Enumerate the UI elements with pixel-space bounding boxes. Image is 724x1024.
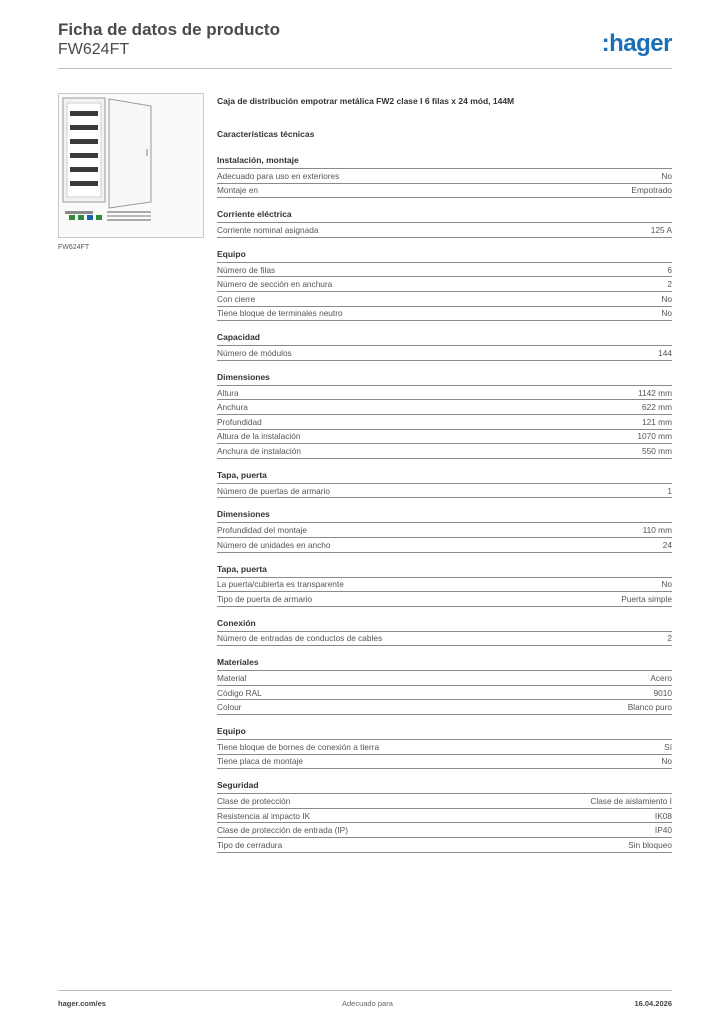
spec-value: No [661,579,672,590]
spec-row [217,277,672,292]
spec-label: Profundidad [217,416,262,427]
spec-value: No [661,308,672,319]
spec-value: 1142 mm [638,387,672,398]
spec-value: 2 [667,279,672,290]
spec-row [217,400,672,415]
spec-row [217,169,672,184]
spec-row [217,538,672,553]
spec-row [217,740,672,755]
spec-group [217,207,672,238]
spec-value: 121 mm [642,416,672,427]
spec-value: 125 A [650,224,672,235]
spec-group-title: Corriente eléctrica [217,207,672,223]
spec-row [217,578,672,593]
spec-row [217,632,672,647]
spec-label: Con cierre [217,293,256,304]
spec-group [217,655,672,715]
spec-group [217,507,672,552]
spec-group-title: Instalación, montaje [217,153,672,169]
spec-value: 550 mm [642,445,672,456]
header-divider [58,68,672,69]
spec-group-title: Equipo [217,247,672,263]
product-code: FW624FT [58,41,130,58]
spec-group [217,247,672,321]
spec-value: Blanco puro [627,702,672,713]
spec-label: Número de sección en anchura [217,279,333,290]
spec-value: No [661,293,672,304]
spec-label: Tiene placa de montaje [217,756,303,767]
spec-value: 24 [662,539,672,550]
spec-group [217,153,672,198]
spec-label: Corriente nominal asignada [217,224,319,235]
spec-value: 9010 [653,687,672,698]
spec-group-title: Materiales [217,655,672,671]
image-caption: FW624FT [58,244,90,251]
spec-group [217,330,672,361]
spec-label: Material [217,673,247,684]
spec-row [217,346,672,361]
spec-row [217,592,672,607]
spec-value: 6 [667,264,672,275]
spec-value: Sí [664,741,672,752]
spec-row [217,263,672,278]
spec-group-title: Dimensiones [217,370,672,386]
spec-row [217,755,672,770]
tech-characteristics-title: Características técnicas [217,129,315,139]
spec-label: Tipo de puerta de armario [217,593,313,604]
spec-groups [217,153,672,853]
spec-group-title: Equipo [217,724,672,740]
spec-group [217,562,672,607]
spec-group [217,616,672,647]
spec-group-title: Tapa, puerta [217,468,672,484]
hager-logo: :hager [601,30,672,57]
spec-value: IK08 [654,810,672,821]
product-specs [217,95,672,853]
spec-label: Profundidad del montaje [217,525,307,536]
spec-value: Sin bloqueo [628,839,672,850]
spec-value: 110 mm [642,525,672,536]
page-header [58,20,672,70]
spec-row [217,794,672,809]
spec-label: Número de unidades en ancho [217,539,331,550]
spec-row [217,523,672,538]
spec-row [217,671,672,686]
spec-row [217,430,672,445]
spec-label: Altura de la instalación [217,431,301,442]
spec-label: Código RAL [217,687,262,698]
spec-row [217,700,672,715]
spec-group [217,778,672,852]
spec-group-title: Dimensiones [217,507,672,523]
spec-row [217,444,672,459]
spec-label: Número de módulos [217,347,292,358]
spec-label: Adecuado para uso en exteriores [217,170,340,181]
spec-row [217,184,672,199]
footer-divider [58,990,672,991]
spec-value: Empotrado [631,185,672,196]
spec-row [217,415,672,430]
spec-row [217,838,672,853]
spec-value: Puerta simple [621,593,672,604]
footer-date: 16.04.2026 [634,999,672,1008]
spec-group [217,468,672,499]
spec-value: 1 [667,485,672,496]
spec-group [217,370,672,459]
spec-value: 2 [667,633,672,644]
spec-label: Número de filas [217,264,276,275]
page-title: Ficha de datos de producto [58,20,280,39]
distribution-box-image [59,94,203,237]
spec-value: Clase de aislamiento I [590,796,672,807]
product-image [58,93,204,238]
spec-value: Acero [650,673,672,684]
spec-group [217,724,672,769]
spec-label: Tiene bloque de bornes de conexión a tierra [217,741,380,752]
spec-row [217,223,672,238]
spec-label: Anchura de instalación [217,445,301,456]
spec-row [217,686,672,701]
spec-group-title: Conexión [217,616,672,632]
spec-row [217,292,672,307]
spec-group-title: Tapa, puerta [217,562,672,578]
spec-value: 622 mm [642,402,672,413]
spec-group-title: Seguridad [217,778,672,794]
footer-website-link[interactable]: hager.com/es [58,999,106,1008]
footer-note: Adecuado para [342,999,393,1008]
product-description: Caja de distribución empotrar metálica FW2 clase I 6 filas x 24 mód, 144M [217,96,515,106]
spec-label: Tipo de cerradura [217,839,283,850]
spec-label: Número de entradas de conductos de cables [217,633,383,644]
spec-label: Anchura [217,402,248,413]
spec-value: No [661,756,672,767]
spec-value: 1070 mm [637,431,672,442]
spec-row [217,307,672,322]
spec-row [217,386,672,401]
spec-label: Clase de protección de entrada (IP) [217,825,348,836]
spec-value: IP40 [654,825,672,836]
spec-value: 144 [658,347,672,358]
spec-label: Clase de protección [217,796,291,807]
spec-label: Resistencia al impacto IK [217,810,311,821]
spec-label: Número de puertas de armario [217,485,330,496]
spec-row [217,484,672,499]
spec-row [217,809,672,824]
spec-label: Altura [217,387,239,398]
spec-value: No [661,170,672,181]
spec-label: Colour [217,702,242,713]
spec-row [217,823,672,838]
spec-label: La puerta/cubierta es transparente [217,579,344,590]
spec-label: Tiene bloque de terminales neutro [217,308,343,319]
spec-label: Montaje en [217,185,259,196]
spec-group-title: Capacidad [217,330,672,346]
